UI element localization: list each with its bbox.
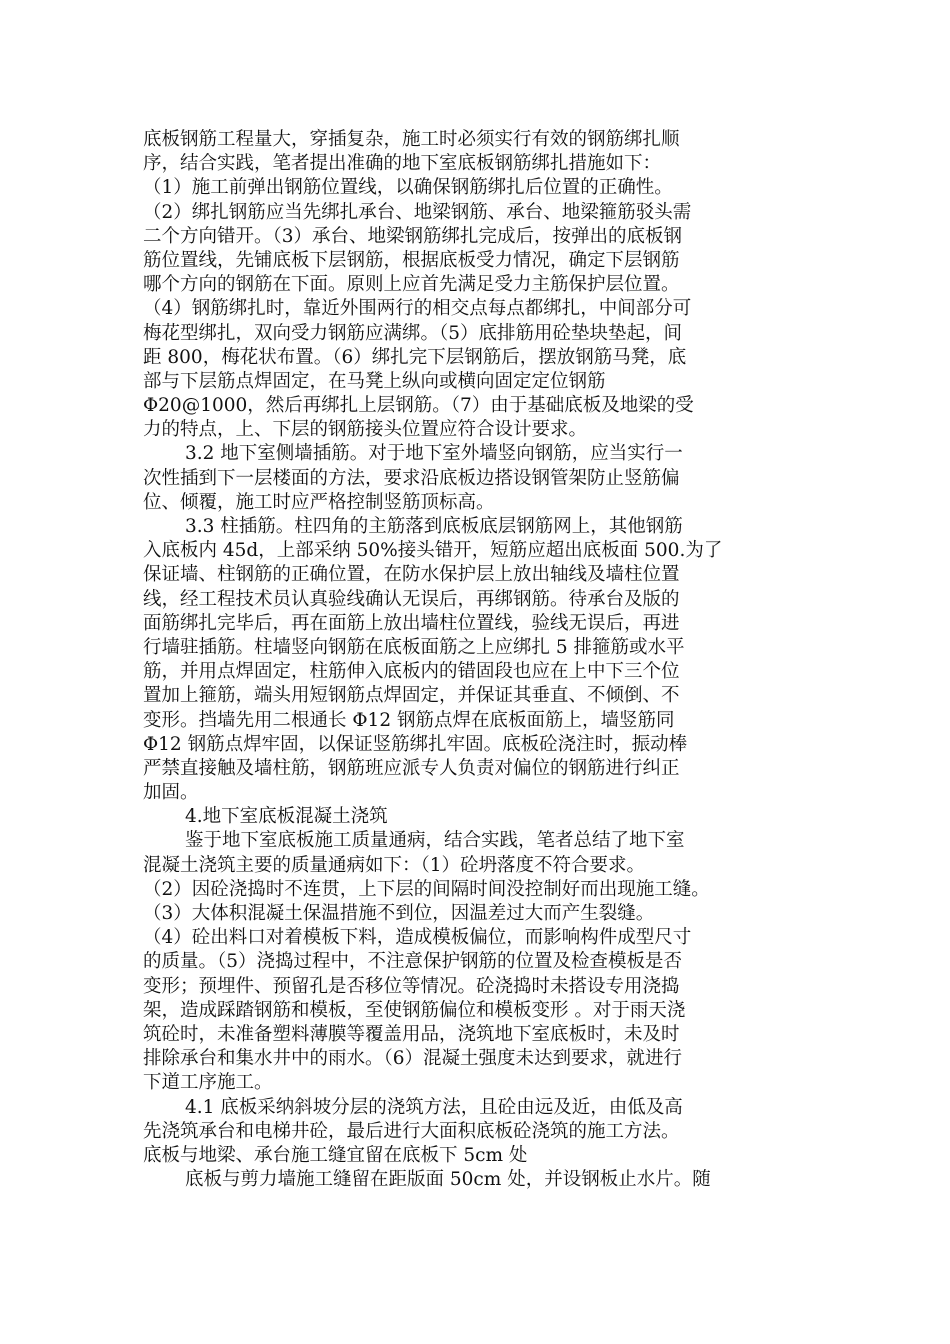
text-line: 哪个方向的钢筋在下面。原则上应首先满足受力主筋保护层位置。 bbox=[143, 274, 680, 296]
text-line: 筑砼时，未准备塑料薄膜等覆盖用品，浇筑地下室底板时，未及时 bbox=[143, 1023, 680, 1045]
text-line: 加固。 bbox=[143, 782, 199, 804]
text-line: 部与下层筋点焊固定，在马凳上纵向或横向固定定位钢筋 bbox=[143, 370, 606, 392]
text-line: （2）绑扎钢筋应当先绑扎承台、地梁钢筋、承台、地梁箍筋驳头需 bbox=[143, 201, 692, 223]
text-line: 4.1 底板采纳斜坡分层的浇筑方法，且砼由远及近，由低及高 bbox=[185, 1096, 683, 1118]
text-line: 底板与地梁、承台施工缝宜留在底板下 5cm 处 bbox=[143, 1144, 528, 1166]
text-line: 距 800，梅花状布置。（6）绑扎完下层钢筋后，摆放钢筋马凳，底 bbox=[143, 346, 687, 368]
text-line: 排除承台和集水井中的雨水。（6）混凝土强度未达到要求，就进行 bbox=[143, 1048, 683, 1070]
text-line: 4.地下室底板混凝土浇筑 bbox=[185, 806, 388, 828]
text-line: 行墙驻插筋。柱墙竖向钢筋在底板面筋之上应绑扎 5 排箍筋或水平 bbox=[143, 636, 685, 658]
text-line: 先浇筑承台和电梯井砼，最后进行大面积底板砼浇筑的施工方法。 bbox=[143, 1120, 680, 1142]
text-line: 的质量。（5）浇捣过程中，不注意保护钢筋的位置及检查模板是否 bbox=[143, 951, 683, 973]
text-line: 底板与剪力墙施工缝留在距版面 50cm 处，并设钢板止水片。随 bbox=[185, 1169, 711, 1191]
text-line: 下道工序施工。 bbox=[143, 1072, 273, 1094]
text-line: （4）钢筋绑扎时，靠近外围两行的相交点每点都绑扎，中间部分可 bbox=[143, 298, 692, 320]
text-line: 严禁直接触及墙柱筋，钢筋班应派专人负责对偏位的钢筋进行纠正 bbox=[143, 757, 680, 779]
text-line: 位、倾覆，施工时应严格控制竖筋顶标高。 bbox=[143, 491, 495, 513]
text-line: 筋位置线，先铺底板下层钢筋，根据底板受力情况，确定下层钢筋 bbox=[143, 249, 680, 271]
text-line: 鉴于地下室底板施工质量通病，结合实践，笔者总结了地下室 bbox=[185, 830, 685, 852]
text-line: 置加上箍筋，端头用短钢筋点焊固定，并保证其垂直、不倾倒、不 bbox=[143, 685, 680, 707]
text-line: 变形。挡墙先用二根通长 Φ12 钢筋点焊在底板面筋上，墙竖筋同 bbox=[143, 709, 675, 731]
text-line: （4）砼出料口对着模板下料，造成模板偏位，而影响构件成型尺寸 bbox=[143, 927, 692, 949]
text-line: 梅花型绑扎，双向受力钢筋应满绑。（5）底排筋用砼垫块垫起，间 bbox=[143, 322, 683, 344]
text-line: 次性插到下一层楼面的方法，要求沿底板边搭设钢管架防止竖筋偏 bbox=[143, 467, 680, 489]
text-line: 底板钢筋工程量大，穿插复杂，施工时必须实行有效的钢筋绑扎顺 bbox=[143, 129, 680, 150]
text-line: 保证墙、柱钢筋的正确位置，在防水保护层上放出轴线及墙柱位置 bbox=[143, 564, 680, 586]
text-line: Φ20@1000，然后再绑扎上层钢筋。（7）由于基础底板及地梁的受 bbox=[143, 395, 694, 417]
text-line: 3.2 地下室侧墙插筋。对于地下室外墙竖向钢筋，应当实行一 bbox=[185, 443, 683, 465]
text-line: （3）大体积混凝土保温措施不到位，因温差过大而产生裂缝。 bbox=[143, 903, 655, 924]
text-line: 架，造成踩踏钢筋和模板，至使钢筋偏位和模板变形 。对于雨天浇 bbox=[143, 999, 686, 1021]
text-line: Φ12 钢筋点焊牢固，以保证竖筋绑扎牢固。底板砼浇注时，振动棒 bbox=[143, 733, 688, 755]
text-line: 混凝土浇筑主要的质量通病如下：（1）砼坍落度不符合要求。 bbox=[143, 854, 646, 876]
text-line: 面筋绑扎完毕后，再在面筋上放出墙柱位置线，验线无误后，再进 bbox=[143, 612, 680, 634]
text-line: 变形；预埋件、预留孔是否移位等情况。砼浇捣时未搭设专用浇捣 bbox=[143, 975, 680, 997]
text-line: 二个方向错开。（3）承台、地梁钢筋绑扎完成后，按弹出的底板钢 bbox=[143, 225, 683, 247]
text-line: 序，结合实践，笔者提出准确的地下室底板钢筋绑扎措施如下： bbox=[143, 153, 662, 175]
text-line: （1）施工前弹出钢筋位置线，以确保钢筋绑扎后位置的正确性。 bbox=[143, 177, 673, 199]
text-line: 3.3 柱插筋。柱四角的主筋落到底板底层钢筋网上，其他钢筋 bbox=[185, 516, 683, 537]
text-line: 力的特点，上、下层的钢筋接头位置应符合设计要求。 bbox=[143, 419, 588, 441]
text-line: （2）因砼浇捣时不连贯，上下层的间隔时间没控制好而出现施工缝。 bbox=[143, 878, 710, 900]
body-text bbox=[143, 128, 823, 1192]
text-line: 入底板内 45d，上部采纳 50%接头错开，短筋应超出底板面 500.为了 bbox=[143, 540, 723, 562]
text-line: 线，经工程技术员认真验线确认无误后，再绑钢筋。待承台及版的 bbox=[143, 588, 680, 610]
text-line: 筋，并用点焊固定，柱筋伸入底板内的错固段也应在上中下三个位 bbox=[143, 661, 680, 683]
